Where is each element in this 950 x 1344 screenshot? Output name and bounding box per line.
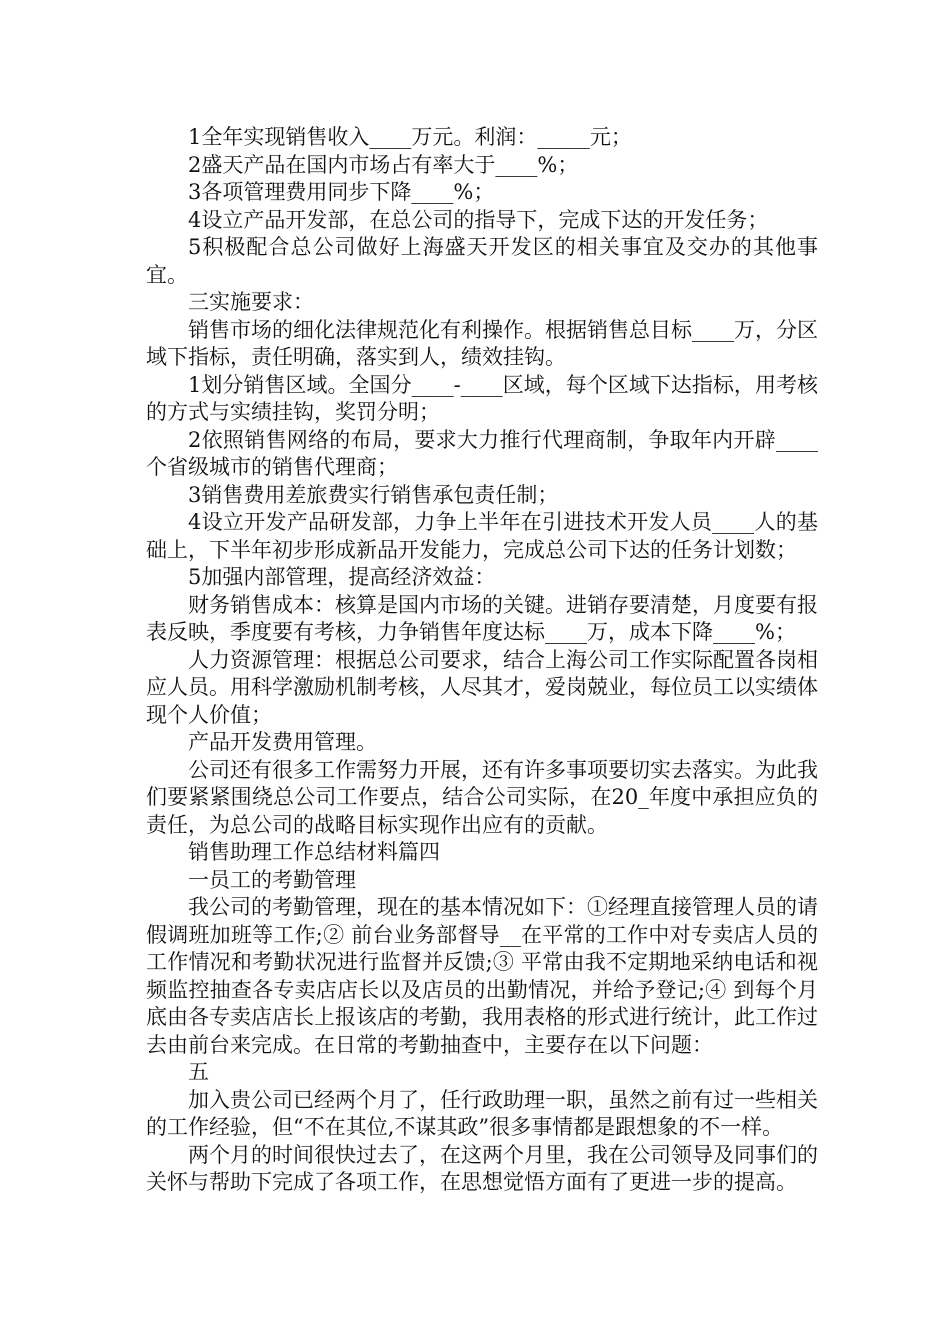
paragraph-rd-department: 4设立开发产品研发部，力争上半年在引进技术开发人员____人的基础上，下半年初步形成新品开发能力，完成总公司下达的任务计划数； — [146, 510, 818, 562]
paragraph-sales-regions: 1划分销售区域。全国分____-____区域，每个区域下达指标，用考核的方式与实绩挂钩，奖罚分明； — [146, 372, 818, 424]
paragraph-agent-system: 2依照销售网络的布局，要求大力推行代理商制，争取年内开辟____个省级城市的销售代理商； — [146, 427, 818, 479]
paragraph-product-dev-dept: 4设立产品开发部，在总公司的指导下，完成下达的开发任务； — [188, 207, 769, 232]
paragraph-two-months: 两个月的时间很快过去了，在这两个月里，我在公司领导及同事们的关怀与帮助下完成了各项工作，在思想觉悟方面有了更进一步的提高。 — [146, 1142, 818, 1194]
paragraph-product-dev-expense: 产品开发费用管理。 — [188, 730, 377, 754]
paragraph-finance-cost: 财务销售成本：核算是国内市场的关键。进销存要清楚，月度要有报表反映，季度要有考核，力争销售年度达标____万，成本下降____%； — [146, 592, 818, 644]
paragraph-shanghai-cooperation: 5积极配合总公司做好上海盛天开发区的相关事宜及交办的其他事宜。 — [146, 235, 818, 287]
paragraph-market-share: 2盛天产品在国内市场占有率大于____%； — [188, 152, 579, 177]
paragraph-target-revenue: 1全年实现销售收入____万元。利润：_____元； — [188, 125, 632, 149]
section-heading-part-four: 销售助理工作总结材料篇四 — [188, 840, 440, 864]
paragraph-management-cost: 3各项管理费用同步下降____%； — [188, 180, 495, 204]
paragraph-market-refinement: 销售市场的细化法律规范化有利操作。根据销售总目标____万，分区域下指标，责任明确，落实到人，绩效挂钩。 — [146, 317, 818, 369]
paragraph-internal-management: 5加强内部管理，提高经济效益： — [188, 565, 496, 589]
section-heading-requirements: 三实施要求： — [188, 290, 314, 314]
section-heading-five: 五 — [188, 1060, 209, 1084]
paragraph-conclusion: 公司还有很多工作需努力开展，还有许多事项要切实去落实。为此我们要紧紧围绕总公司工作要点，结合公司实际，在20_年度中承担应负的责任，为总公司的战略目标实现作出应有的贡献。 — [146, 757, 818, 837]
paragraph-attendance-details: 我公司的考勤管理，现在的基本情况如下：①经理直接管理人员的请假调班加班等工作;② 前台业务部督导__在平常的工作中对专卖店人员的工作情况和考勤状况进行监督并反馈;③ 平常由我不定期地采纳电话和视频监控抽查各专卖店店长以及店员的出勤情况，并给予登记;④ 到每个月底由各专卖店店长上报该店的考勤，我用表格的形式进行统计，此工作过去由前台来完成。在日常的考勤抽查中，主要存在以下问题： — [146, 895, 818, 1057]
document-body — [146, 124, 818, 1197]
section-heading-attendance: 一员工的考勤管理 — [188, 867, 356, 892]
paragraph-travel-expense: 3销售费用差旅费实行销售承包责任制； — [188, 482, 559, 507]
paragraph-joining-company: 加入贵公司已经两个月了，任行政助理一职，虽然之前有过一些相关的工作经验，但“不在其位,不谋其政”很多事情都是跟想象的不一样。 — [146, 1087, 818, 1139]
paragraph-human-resources: 人力资源管理：根据总公司要求，结合上海公司工作实际配置各岗相应人员。用科学激励机制考核，人尽其才，爱岗兢业，每位员工以实绩体现个人价值； — [146, 647, 818, 727]
